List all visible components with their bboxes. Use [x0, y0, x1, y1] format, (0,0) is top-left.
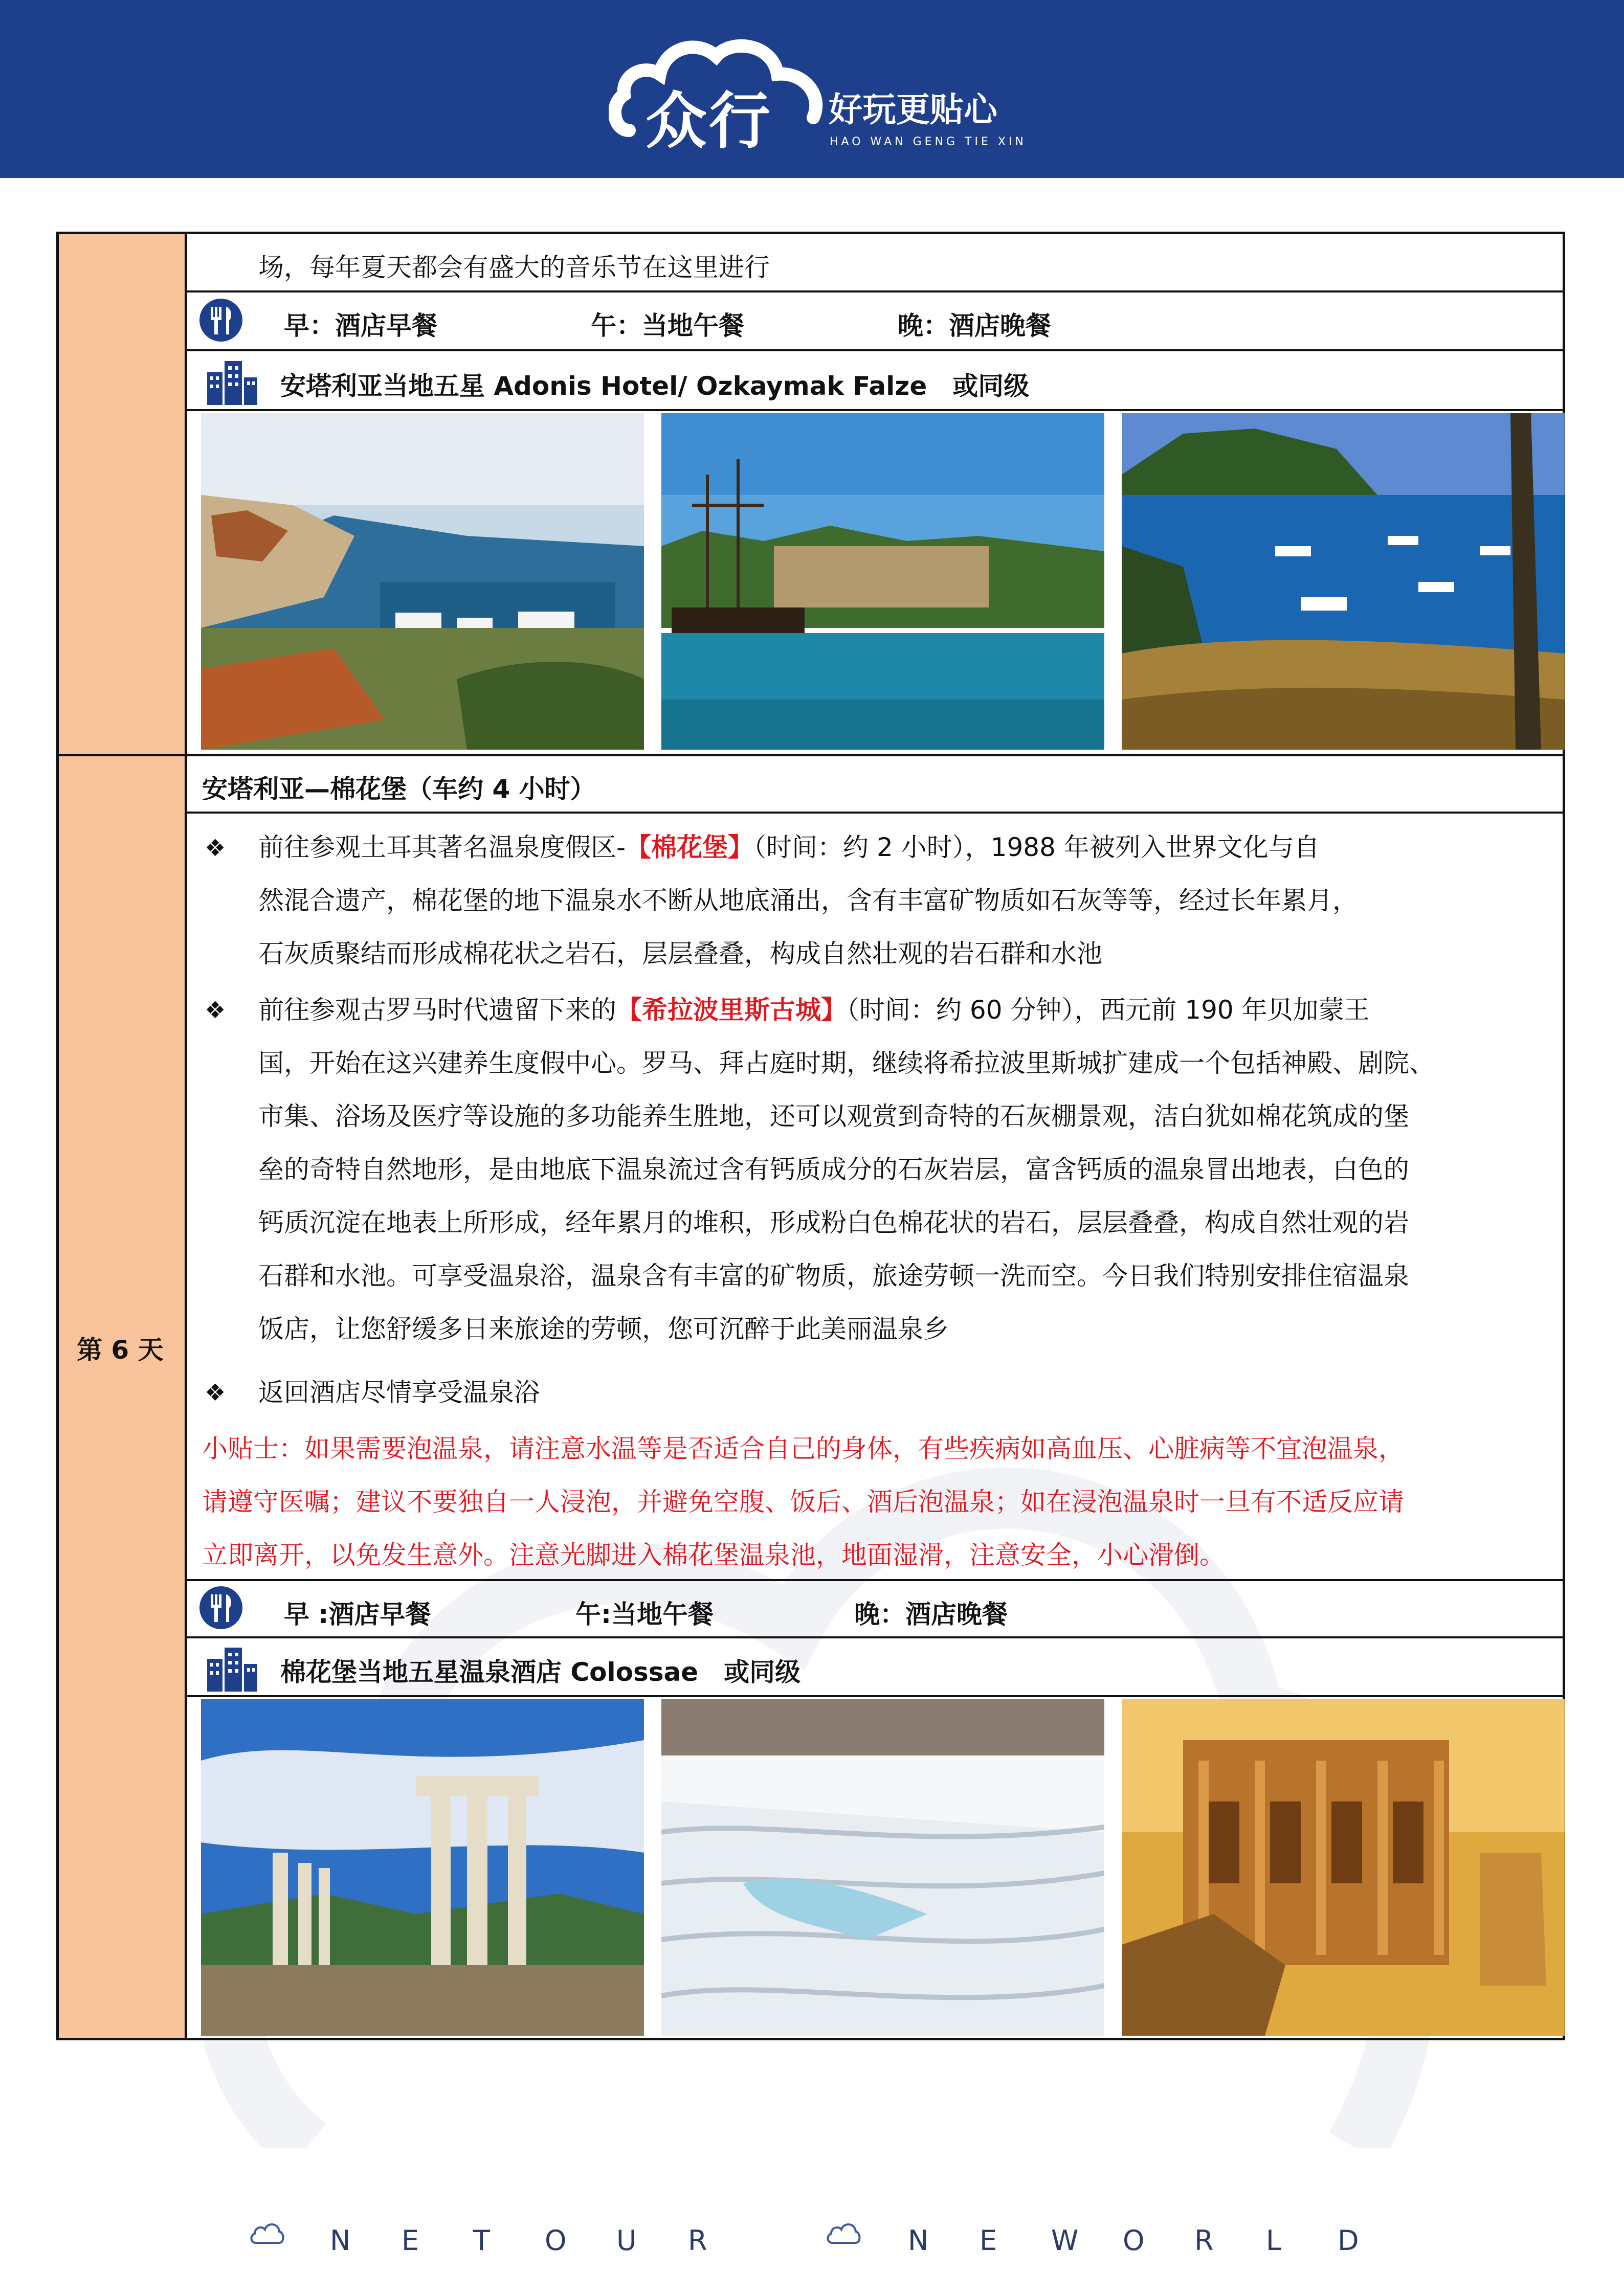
footer-cloud-icon: [250, 2220, 285, 2246]
day-cell-prev: [56, 232, 187, 756]
hotel-building-icon: [207, 358, 258, 405]
brand-slogan: 好玩更贴心: [829, 90, 997, 129]
page-header: [0, 0, 1624, 178]
lunch-label: 午：当地午餐: [591, 311, 744, 341]
row-divider: [187, 1695, 1565, 1697]
hierapolis-highlight: 【希拉波里斯古城】: [616, 995, 847, 1025]
breakfast-label: 早：酒店早餐: [284, 311, 437, 341]
item1-line2: 然混合遗产，棉花堡的地下温泉水不断从地底涌出，含有丰富矿物质如石灰等等，经过长年累月，: [258, 886, 1358, 915]
row-divider: [187, 409, 1565, 411]
item2-line1: 前往参观古罗马时代遗留下来的【希拉波里斯古城】（时间：约 60 分钟），西元前 190 年贝加蒙王: [258, 995, 1370, 1025]
tip-line3: 立即离开，以免发生意外。注意光脚进入棉花堡温泉池，地面湿滑，注意安全，小心滑倒。: [202, 1540, 1225, 1570]
hotel-building-icon: [207, 1645, 258, 1692]
dinner-label: 晚：酒店晚餐: [854, 1600, 1008, 1629]
bullet-icon: ❖: [205, 996, 226, 1024]
tip-line1: 小贴士：如果需要泡温泉，请注意水温等是否适合自己的身体，有些疾病如高血压、心脏病等不宜泡温泉，: [202, 1434, 1404, 1464]
footer-netour: N E T O U R: [330, 2224, 707, 2257]
photo-pamukkale-travertines: [661, 1699, 1104, 2036]
row-divider: [187, 349, 1565, 351]
breakfast-label: 早 :酒店早餐: [284, 1600, 431, 1629]
item2-line4: 垒的奇特自然地形，是由地底下温泉流过含有钙质成分的石灰岩层，富含钙质的温泉冒出地表，白色的: [258, 1155, 1409, 1184]
item2-line2: 国，开始在这兴建养生度假中心。罗马、拜占庭时期，继续将希拉波里斯城扩建成一个包括神殿、剧院、: [258, 1048, 1435, 1078]
meal-icon: [199, 1586, 242, 1629]
item2-line7: 饭店，让您舒缓多日来旅途的劳顿，您可沉醉于此美丽温泉乡: [258, 1314, 949, 1344]
tip-line2: 请遵守医嘱；建议不要独自一人浸泡，并避免空腹、饭后、酒后泡温泉；如在浸泡温泉时一旦有不适反应请: [202, 1487, 1404, 1517]
item1-line3: 石灰质聚结而形成棉花状之岩石，层层叠叠，构成自然壮观的岩石群和水池: [258, 939, 1102, 969]
brand-name: 众行: [646, 86, 772, 157]
hotel-name: 棉花堡当地五星温泉酒店 Colossae 或同级: [280, 1657, 801, 1687]
item3-text: 返回酒店尽情享受温泉浴: [258, 1378, 540, 1407]
dinner-label: 晚：酒店晚餐: [898, 311, 1051, 341]
footer-newworld: N E W O R L D: [908, 2224, 1359, 2257]
day-cell-6: [56, 754, 187, 2040]
bullet-icon: ❖: [205, 1379, 226, 1406]
day-label: 第 6 天: [77, 1335, 164, 1365]
photo-antalya-coastal-bay: [1122, 413, 1565, 750]
brand-slogan-pinyin: HAO WAN GENG TIE XIN: [830, 136, 1027, 148]
pamukkale-highlight: 【棉花堡】: [626, 832, 754, 862]
hotel-name: 安塔利亚当地五星 Adonis Hotel/ Ozkaymak Falze 或同级: [280, 371, 1030, 401]
item2-line3: 市集、浴场及医疗等设施的多功能养生胜地，还可以观赏到奇特的石灰棚景观，洁白犹如棉花筑成的堡: [258, 1101, 1409, 1131]
footer-cloud-icon: [826, 2220, 862, 2246]
day-divider: [56, 754, 1565, 756]
row-divider: [187, 1636, 1565, 1638]
photo-antalya-harbor-ships: [661, 413, 1104, 750]
photo-ephesus-library: [1122, 1699, 1565, 2036]
route-title: 安塔利亚—棉花堡（车约 4 小时）: [202, 774, 596, 804]
row-divider: [187, 812, 1565, 814]
row-divider: [187, 290, 1565, 292]
photo-hierapolis-columns: [201, 1699, 644, 2036]
meal-icon: [199, 299, 242, 342]
continued-paragraph: 场，每年夏天都会有盛大的音乐节在这里进行: [258, 253, 770, 282]
item1-line1: 前往参观土耳其著名温泉度假区-【棉花堡】（时间：约 2 小时），1988 年被列入世界文化与自: [258, 832, 1320, 862]
bullet-icon: ❖: [205, 834, 226, 862]
item2-line5: 钙质沉淀在地表上所形成，经年累月的堆积，形成粉白色棉花状的岩石，层层叠叠，构成自然壮观的岩: [258, 1208, 1409, 1237]
item2-line6: 石群和水池。可享受温泉浴，温泉含有丰富的矿物质，旅途劳顿一洗而空。今日我们特别安排住宿温泉: [258, 1261, 1409, 1291]
lunch-label: 午:当地午餐: [575, 1600, 714, 1629]
photo-antalya-old-harbor: [201, 413, 644, 750]
row-divider: [187, 1579, 1565, 1581]
